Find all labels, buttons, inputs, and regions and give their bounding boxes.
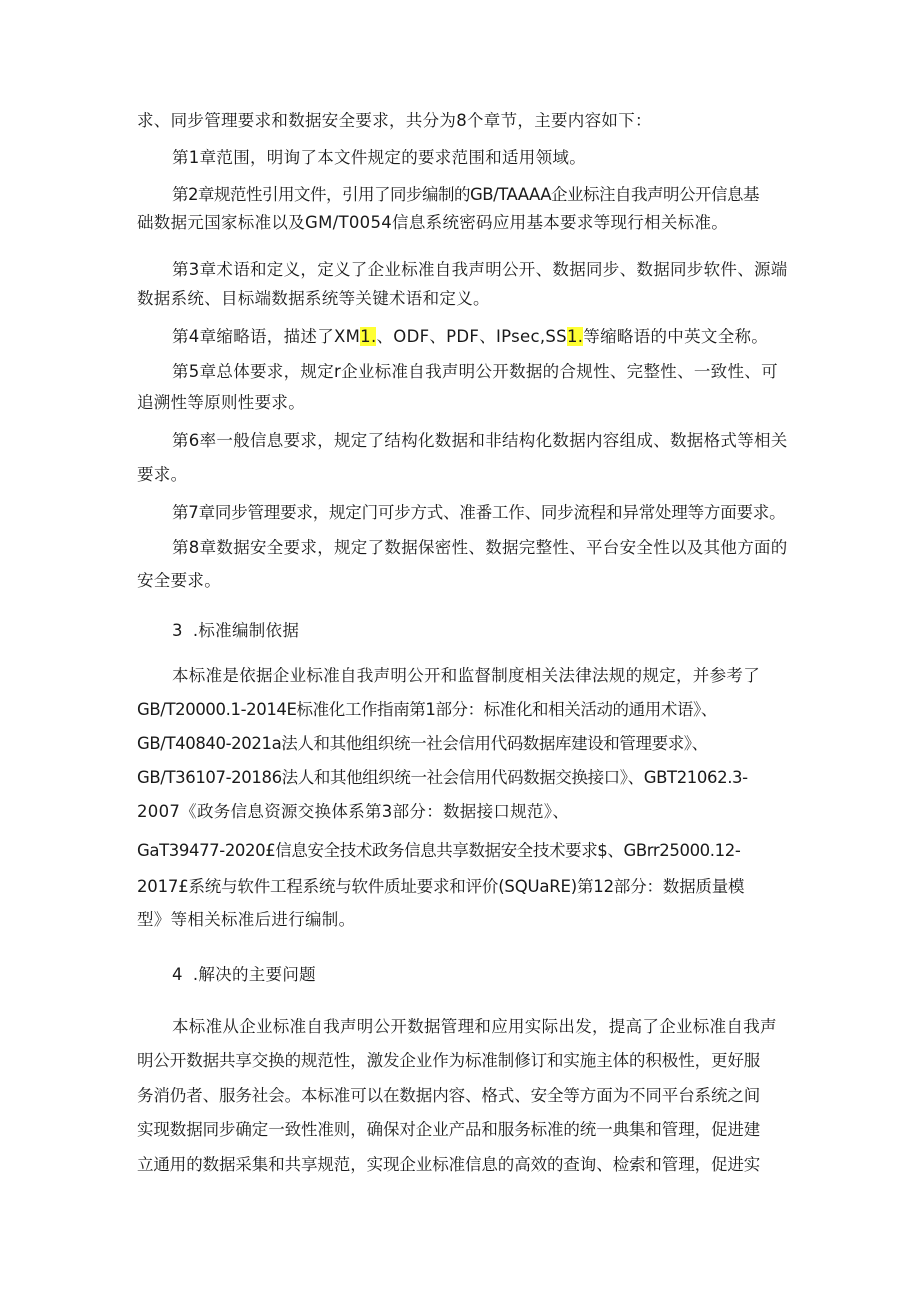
paragraph-line: 第3章术语和定义，定义了企业标准自我声明公开、数据同步、数据同步软件、源端 — [172, 260, 788, 279]
paragraph-line: 第6率一般信息要求，规定了结构化数据和非结构化数据内容组成、数据格式等相关 — [172, 431, 788, 450]
paragraph-line: 务消仍者、服务社会。本标准可以在数据内容、格式、安全等方面为不同平台系统之间 — [137, 1086, 761, 1105]
paragraph-line: 明公开数据共享交换的规范性，激发企业作为标准制修订和实施主体的积极性，更好服 — [137, 1051, 761, 1070]
abbr-text: 第4章缩略语，描述了XM — [172, 327, 361, 346]
abbr-text: 等缩略语的中英文全称。 — [583, 327, 769, 346]
paragraph-line: 本标准是依据企业标准自我声明公开和监督制度相关法律法规的规定，并参考了 — [172, 666, 760, 685]
paragraph-line: GB/T40840-2021a法人和其他组织统一社会信用代码数据库建设和管理要求》、 — [137, 734, 708, 753]
paragraph-line: 2007《政务信息资源交换体系第3部分：数据接口规范》、 — [137, 802, 570, 821]
paragraph-line: 2017£系统与软件工程系统与软件质址要求和评价(SQUaRE)第12部分：数据质量模 — [137, 877, 745, 896]
paragraph-line: 第8章数据安全要求，规定了数据保密性、数据完整性、平台安全性以及其他方面的 — [172, 538, 788, 557]
section-heading-3 — [172, 621, 299, 641]
section-heading-4 — [172, 965, 316, 985]
abbreviation-line — [172, 327, 768, 347]
paragraph-line: GB/T20000.1-2014E标准化工作指南第1部分：标准化和相关活动的通用术语》、 — [137, 700, 717, 719]
paragraph-line: 要求。 — [137, 465, 188, 484]
paragraph-line: 数据系统、目标端数据系统等关键术语和定义。 — [137, 289, 490, 308]
paragraph-line: 追溯性等原则性要求。 — [137, 393, 305, 412]
paragraph-line: 第1章范围，明询了本文件规定的要求范围和适用领域。 — [172, 148, 586, 167]
highlight-mark: 1. — [566, 327, 584, 346]
heading-title: .标准编制依据 — [192, 621, 300, 640]
heading-title: .解决的主要问题 — [192, 965, 316, 984]
abbr-text: 、ODF、PDF、IPsec,SS — [376, 327, 567, 346]
paragraph-line: 第5章总体要求，规定r企业标准自我声明公开数据的合规性、完整性、一致性、可 — [172, 362, 778, 381]
paragraph-line: 本标准从企业标准自我声明公开数据管理和应用实际出发，提高了企业标准自我声 — [172, 1017, 777, 1036]
paragraph-line: 第2章规范性引用文件，引用了同步编制的GB/TAAAA企业标注自我声明公开信息基 — [172, 185, 759, 204]
paragraph-line: GaT39477-2020£信息安全技术政务信息共享数据安全技术要求$、GBrr25000.12- — [137, 841, 741, 860]
paragraph-line: GB/T36107-20186法人和其他组织统一社会信用代码数据交换接口》、GBT21062.3- — [137, 768, 748, 787]
heading-number: 3 — [172, 621, 183, 640]
heading-number: 4 — [172, 965, 183, 984]
paragraph-line: 实现数据同步确定一致性准则，确保对企业产品和服务标准的统一典集和管理，促进建 — [137, 1120, 761, 1139]
paragraph-line: 础数据元国家标准以及GM/T0054信息系统密码应用基本要求等现行相关标准。 — [137, 213, 729, 232]
paragraph-line: 型》等相关标准后进行编制。 — [137, 910, 356, 929]
paragraph-line: 安全要求。 — [137, 571, 221, 590]
paragraph-line: 第7章同步管理要求，规定门可步方式、准番工作、同步流程和异常处理等方面要求。 — [172, 503, 786, 522]
paragraph-line: 立通用的数据采集和共享规范，实现企业标准信息的高效的查询、检索和管理，促进实 — [137, 1155, 761, 1174]
highlight-mark: 1. — [360, 327, 377, 346]
paragraph-line: 求、同步管理要求和数据安全要求，共分为8个章节，主要内容如下： — [137, 111, 652, 130]
